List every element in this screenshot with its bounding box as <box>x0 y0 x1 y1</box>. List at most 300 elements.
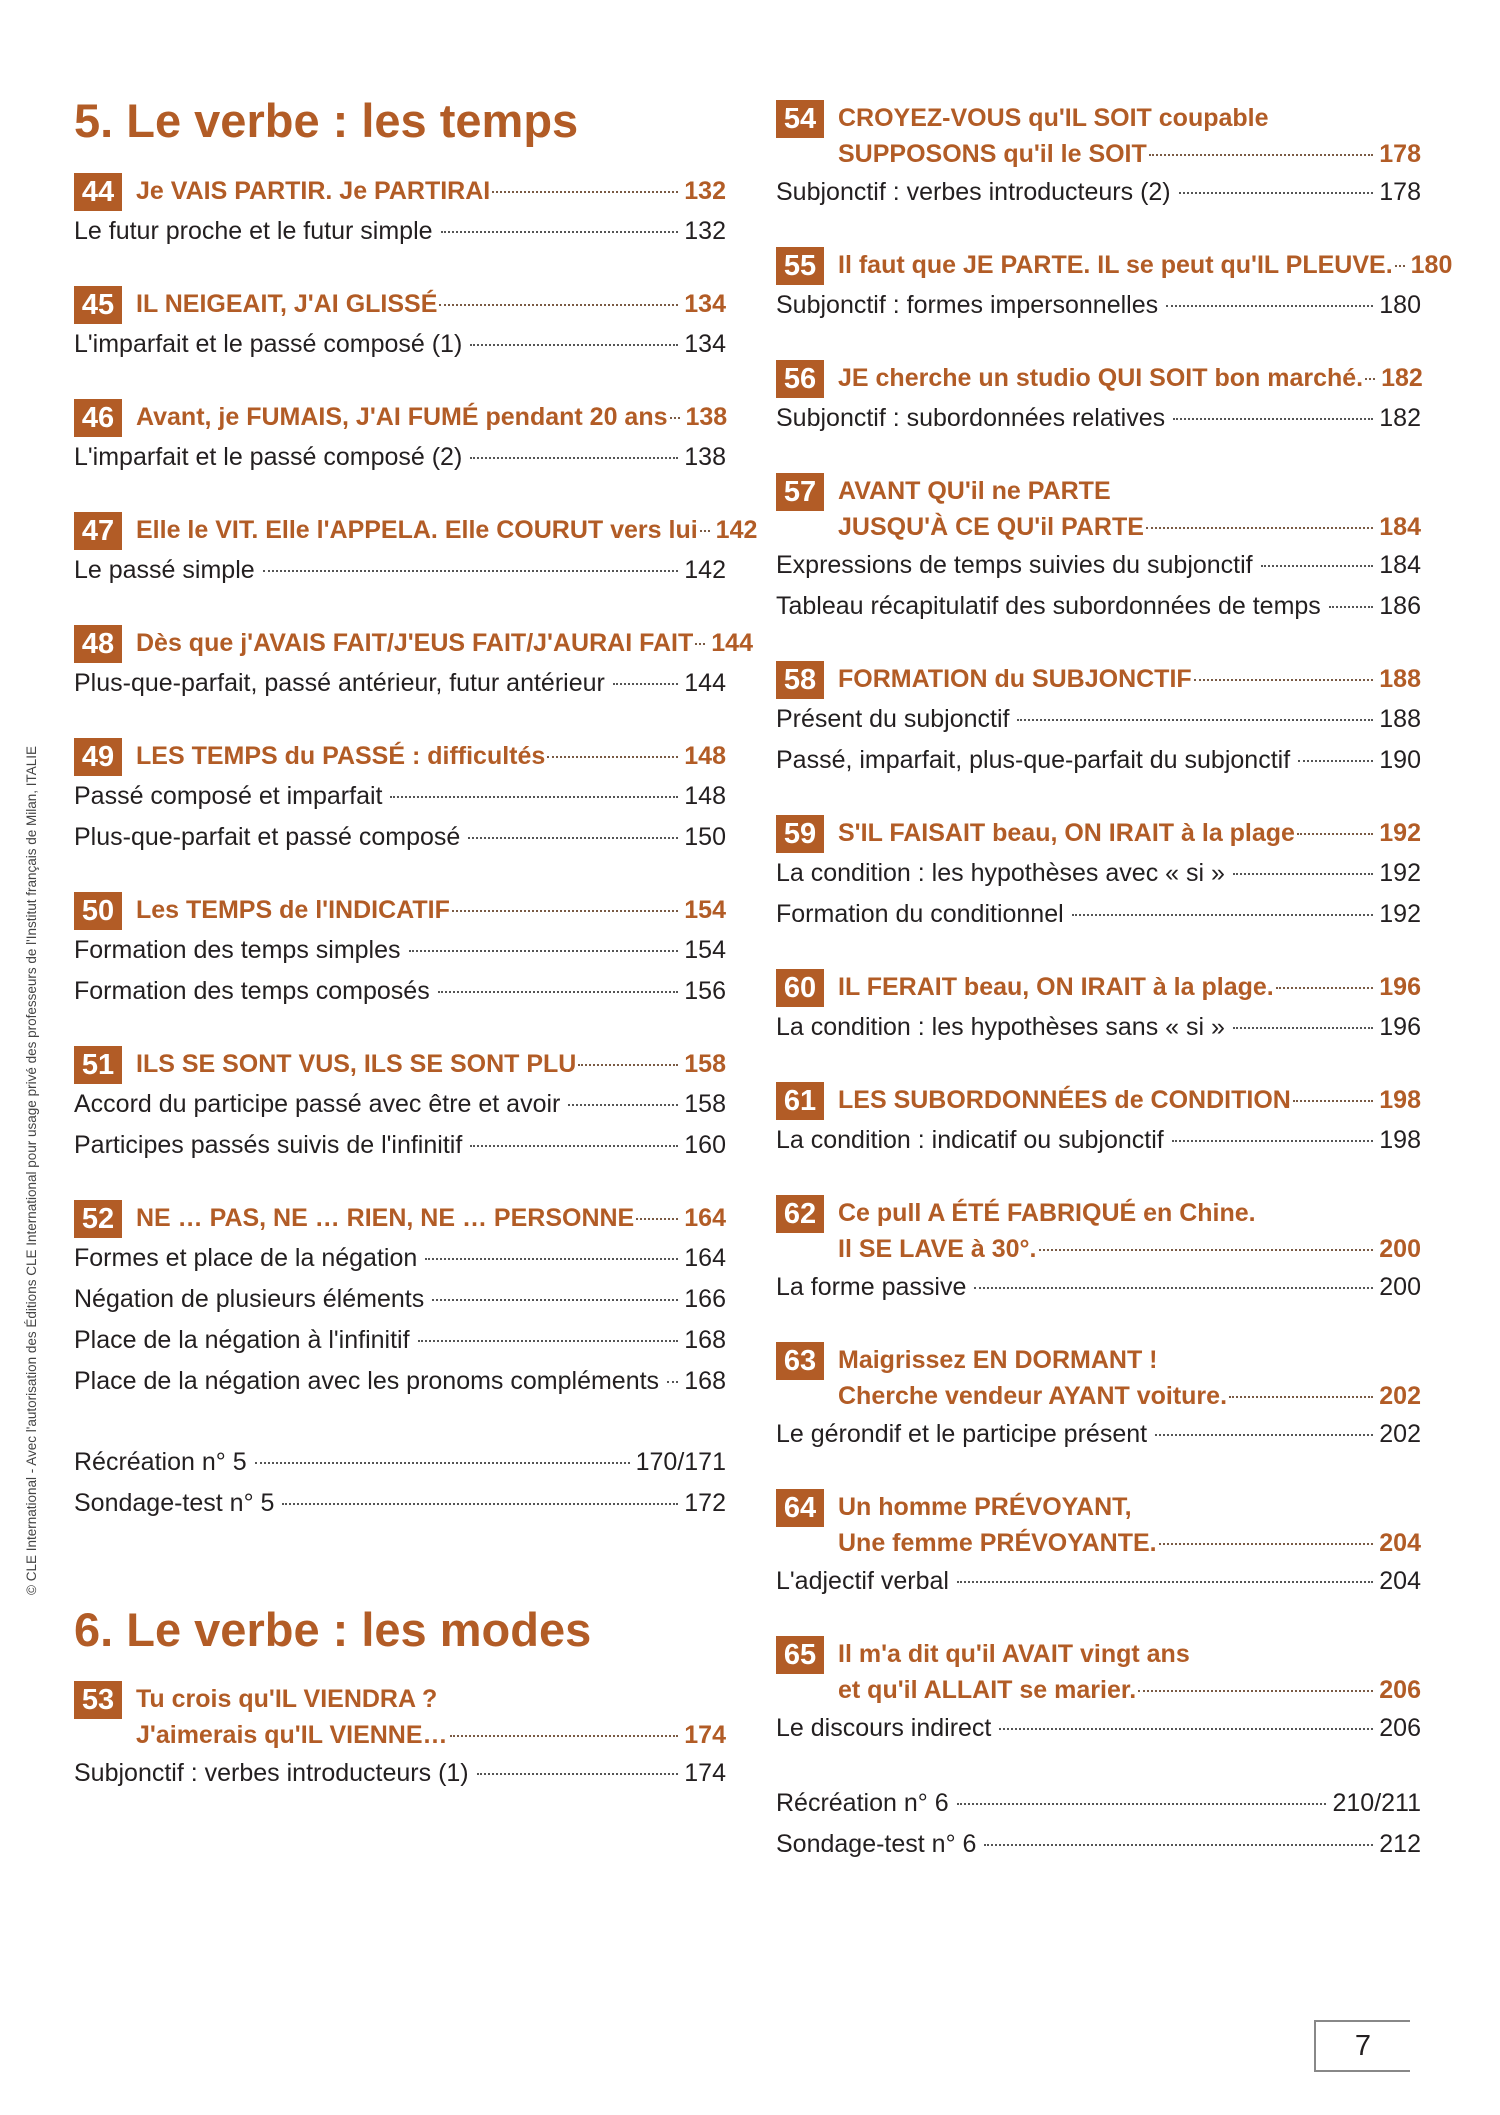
dot-leader <box>1172 1140 1374 1142</box>
dot-leader <box>578 1064 678 1066</box>
toc-unit <box>776 1636 1421 1749</box>
toc-entry[interactable] <box>74 1442 726 1483</box>
dot-leader <box>1233 1027 1373 1029</box>
page-ref: 142 <box>715 515 758 544</box>
toc-unit <box>776 360 1421 439</box>
unit-title-text: Ce pull A ÉTÉ FABRIQUÉ en Chine. <box>838 1199 1256 1227</box>
page-ref: 144 <box>684 668 726 697</box>
unit-title-link[interactable] <box>136 399 726 435</box>
unit-title-text: FORMATION du SUBJONCTIF <box>838 665 1192 693</box>
dot-leader <box>439 304 678 306</box>
unit-title-link[interactable] <box>838 1195 1421 1231</box>
unit-title-lines <box>838 1082 1421 1118</box>
dot-leader <box>1365 378 1375 380</box>
page-ref: 198 <box>1379 1126 1421 1154</box>
unit-title-lines <box>136 892 726 928</box>
page-ref: 206 <box>1379 1676 1421 1704</box>
unit-heading <box>776 661 1421 699</box>
toc-entry[interactable] <box>776 699 1421 740</box>
unit-title-link[interactable] <box>838 1342 1421 1378</box>
dot-leader <box>255 1462 630 1464</box>
page-ref: 170/171 <box>635 1447 726 1476</box>
unit-title-text: LES TEMPS du PASSÉ : difficultés <box>136 741 546 770</box>
dot-leader <box>1149 154 1374 156</box>
unit-title-text: CROYEZ-VOUS qu'IL SOIT coupable <box>838 104 1269 132</box>
page-ref: 154 <box>684 935 726 964</box>
entry-text: L'adjectif verbal <box>776 1567 949 1595</box>
dot-leader <box>470 1145 678 1147</box>
page-ref: 210/211 <box>1332 1789 1421 1817</box>
unit-title-link[interactable] <box>838 509 1421 545</box>
page-ref: 164 <box>684 1203 726 1232</box>
toc-entry[interactable] <box>74 324 726 365</box>
unit-title-link[interactable] <box>838 1231 1421 1267</box>
unit-title-lines <box>136 1681 726 1753</box>
entry-text: Le futur proche et le futur simple <box>74 216 433 245</box>
dot-leader <box>263 570 679 572</box>
unit-title-link[interactable] <box>136 1046 726 1082</box>
toc-entry[interactable] <box>74 211 726 252</box>
unit-title-text: Maigrissez EN DORMANT ! <box>838 1346 1158 1374</box>
toc-entry[interactable] <box>74 1361 726 1402</box>
toc-unit <box>776 1195 1421 1308</box>
toc-entry[interactable] <box>74 930 726 971</box>
chapter-title: 5. Le verbe : les temps <box>74 94 579 147</box>
copyright-side-note: © CLE International - Avec l'autorisation des Éditions CLE International pour usage privé des professeurs de l'Institut français de Milan, ITALIE <box>24 745 39 1595</box>
toc-unit <box>776 247 1453 326</box>
unit-number-badge: 57 <box>776 473 824 511</box>
page-ref: 200 <box>1379 1273 1421 1301</box>
dot-leader <box>477 1773 679 1775</box>
toc-entry[interactable] <box>776 1414 1421 1455</box>
unit-title-text: Il m'a dit qu'il AVAIT vingt ans <box>838 1640 1190 1668</box>
toc-unit <box>776 661 1421 781</box>
unit-number-badge: 46 <box>74 399 122 437</box>
right-column <box>776 100 1453 1865</box>
entry-text: Tableau récapitulatif des subordonnées de temps <box>776 592 1321 620</box>
page-ref: 138 <box>684 442 726 471</box>
page-ref: 192 <box>1379 900 1421 928</box>
entry-text: Récréation n° 6 <box>776 1789 949 1817</box>
entry-text: Sondage-test n° 6 <box>776 1830 977 1858</box>
toc-unit <box>776 815 1421 935</box>
dot-leader <box>492 191 678 193</box>
entry-text: Sondage-test n° 5 <box>74 1488 275 1517</box>
unit-title-text: Tu crois qu'IL VIENDRA ? <box>136 1685 438 1714</box>
dot-leader <box>1297 833 1373 835</box>
toc-entry[interactable] <box>776 586 1421 627</box>
dot-leader <box>1173 418 1373 420</box>
unit-heading <box>776 1195 1421 1267</box>
page-ref: 182 <box>1379 404 1421 432</box>
unit-title-link[interactable] <box>136 286 726 322</box>
unit-number-badge: 50 <box>74 892 122 930</box>
unit-title-link[interactable] <box>838 1489 1421 1525</box>
toc-unit <box>74 286 726 365</box>
unit-number-badge: 63 <box>776 1342 824 1380</box>
toc-entry[interactable] <box>776 1561 1421 1602</box>
entry-text: Présent du subjonctif <box>776 705 1010 733</box>
page-ref: 202 <box>1379 1382 1421 1410</box>
toc-unit <box>74 1046 726 1166</box>
page-ref: 182 <box>1381 364 1423 392</box>
entry-text: Passé, imparfait, plus-que-parfait du subjonctif <box>776 746 1291 774</box>
unit-title-text: Il SE LAVE à 30°. <box>838 1235 1037 1263</box>
unit-number-badge: 49 <box>74 738 122 776</box>
unit-title-lines <box>838 1489 1421 1561</box>
page-ref: 204 <box>1379 1567 1421 1595</box>
page-ref: 132 <box>684 216 726 245</box>
page-ref: 158 <box>684 1089 726 1118</box>
page-ref: 196 <box>1379 973 1421 1001</box>
unit-title-text: ILS SE SONT VUS, ILS SE SONT PLU <box>136 1049 577 1078</box>
toc-entry[interactable] <box>776 172 1421 213</box>
dot-leader <box>470 344 678 346</box>
toc-entry[interactable] <box>74 1238 726 1279</box>
unit-heading <box>776 247 1453 285</box>
page-ref: 156 <box>684 976 726 1005</box>
toc-entry[interactable] <box>776 1783 1421 1824</box>
unit-number-badge: 54 <box>776 100 824 138</box>
unit-title-link[interactable] <box>838 1672 1421 1708</box>
page-ref: 134 <box>684 289 726 318</box>
unit-heading <box>74 1681 726 1753</box>
unit-title-lines <box>136 1200 726 1236</box>
entry-text: La forme passive <box>776 1273 967 1301</box>
toc-entry[interactable] <box>74 1279 726 1320</box>
unit-title-lines <box>838 1636 1421 1708</box>
entry-text: Passé composé et imparfait <box>74 781 383 810</box>
unit-title-lines <box>136 512 758 548</box>
page-ref: 138 <box>685 402 728 431</box>
entry-text: Place de la négation à l'infinitif <box>74 1325 410 1354</box>
unit-title-text: Elle le VIT. Elle l'APPELA. Elle COURUT vers lui <box>136 515 698 544</box>
unit-title-link[interactable] <box>838 815 1421 851</box>
unit-title-link[interactable] <box>838 100 1421 136</box>
unit-number-badge: 52 <box>74 1200 122 1238</box>
toc-unit <box>74 1200 726 1402</box>
unit-number-badge: 45 <box>74 286 122 324</box>
unit-heading <box>776 969 1421 1007</box>
unit-heading <box>776 1489 1421 1561</box>
page-number: 7 <box>1314 2020 1410 2072</box>
dot-leader <box>1276 987 1374 989</box>
page-ref: 160 <box>684 1130 726 1159</box>
unit-number-badge: 56 <box>776 360 824 398</box>
unit-title-text: JUSQU'À CE QU'il PARTE <box>838 513 1144 541</box>
entry-text: L'imparfait et le passé composé (1) <box>74 329 463 358</box>
dot-leader <box>409 950 679 952</box>
page-ref: 204 <box>1379 1529 1421 1557</box>
unit-title-text: Cherche vendeur AYANT voiture. <box>838 1382 1228 1410</box>
entry-text: Subjonctif : verbes introducteurs (1) <box>74 1759 469 1788</box>
page-ref: 148 <box>684 741 726 770</box>
page-ref: 192 <box>1379 819 1421 847</box>
unit-heading <box>74 892 726 930</box>
dot-leader <box>1179 192 1374 194</box>
unit-title-lines <box>838 661 1421 697</box>
unit-title-link[interactable] <box>136 1200 726 1236</box>
toc-unit <box>74 1681 726 1794</box>
dot-leader <box>441 231 679 233</box>
dot-leader <box>999 1728 1373 1730</box>
unit-title-text: AVANT QU'il ne PARTE <box>838 477 1111 505</box>
unit-heading <box>74 1200 726 1238</box>
dot-leader <box>282 1503 678 1505</box>
page-ref: 196 <box>1379 1013 1421 1041</box>
unit-title-lines <box>838 360 1421 396</box>
unit-title-link[interactable] <box>136 625 753 661</box>
extras-list <box>776 1783 1421 1865</box>
unit-title-lines <box>838 247 1453 283</box>
page-ref: 188 <box>1379 665 1421 693</box>
page-ref: 180 <box>1410 251 1453 279</box>
dot-leader <box>547 756 678 758</box>
unit-title-text: SUPPOSONS qu'il le SOIT <box>838 140 1147 168</box>
unit-title-link[interactable] <box>838 473 1421 509</box>
dot-leader <box>1261 565 1374 567</box>
unit-title-link[interactable] <box>838 247 1453 283</box>
entry-text: Négation de plusieurs éléments <box>74 1284 425 1313</box>
dot-leader <box>1293 1100 1373 1102</box>
toc-unit <box>74 892 726 1012</box>
dot-leader <box>1298 760 1373 762</box>
toc-entry[interactable] <box>74 1084 726 1125</box>
toc-entry[interactable] <box>776 545 1421 586</box>
page-ref: 206 <box>1379 1714 1421 1742</box>
unit-title-link[interactable] <box>136 1681 726 1717</box>
unit-list <box>74 1681 726 1794</box>
entry-text: Le gérondif et le participe présent <box>776 1420 1148 1448</box>
unit-list <box>74 173 758 1402</box>
entry-text: Accord du participe passé avec être et avoir <box>74 1089 561 1118</box>
unit-number-badge: 47 <box>74 512 122 550</box>
unit-number-badge: 61 <box>776 1082 824 1120</box>
unit-title-lines <box>136 625 753 661</box>
unit-title-lines <box>136 738 726 774</box>
toc-entry[interactable] <box>776 1007 1421 1048</box>
toc-entry[interactable] <box>74 1483 726 1524</box>
dot-leader <box>1039 1249 1374 1251</box>
dot-leader <box>695 643 705 645</box>
toc-entry[interactable] <box>74 1753 726 1794</box>
unit-title-link[interactable] <box>838 969 1421 1005</box>
unit-title-link[interactable] <box>136 512 758 548</box>
unit-title-lines <box>838 815 1421 851</box>
dot-leader <box>667 1381 678 1383</box>
unit-title-link[interactable] <box>136 173 726 209</box>
unit-title-lines <box>838 1342 1421 1414</box>
unit-heading <box>74 286 726 324</box>
unit-title-link[interactable] <box>838 1525 1421 1561</box>
unit-heading <box>74 399 726 437</box>
unit-title-link[interactable] <box>838 136 1421 172</box>
entry-text: La condition : indicatif ou subjonctif <box>776 1126 1164 1154</box>
toc-entry[interactable] <box>776 1267 1421 1308</box>
page-ref: 154 <box>684 895 726 924</box>
entry-text: La condition : les hypothèses avec « si » <box>776 859 1225 887</box>
toc-entry[interactable] <box>74 971 726 1012</box>
entry-text: Subjonctif : subordonnées relatives <box>776 404 1166 432</box>
unit-title-link[interactable] <box>838 1636 1421 1672</box>
unit-title-link[interactable] <box>838 1082 1421 1118</box>
left-column <box>74 94 758 1828</box>
toc-unit <box>776 969 1421 1048</box>
unit-title-link[interactable] <box>838 661 1421 697</box>
unit-heading <box>776 815 1421 853</box>
unit-title-link[interactable] <box>136 892 726 928</box>
dot-leader <box>1146 527 1373 529</box>
unit-title-lines <box>838 969 1421 1005</box>
unit-heading <box>74 173 726 211</box>
page-ref: 164 <box>684 1243 726 1272</box>
unit-title-link[interactable] <box>838 360 1421 396</box>
toc-entry[interactable] <box>74 776 726 817</box>
page-ref: 174 <box>684 1759 726 1788</box>
unit-title-text: Une femme PRÉVOYANTE. <box>838 1529 1157 1557</box>
entry-text: Place de la négation avec les pronoms compléments <box>74 1366 660 1395</box>
toc-entry[interactable] <box>74 1320 726 1361</box>
dot-leader <box>613 683 678 685</box>
page-ref: 202 <box>1379 1420 1421 1448</box>
unit-title-text: Dès que j'AVAIS FAIT/J'EUS FAIT/J'AURAI FAIT <box>136 628 694 657</box>
page-ref: 200 <box>1379 1235 1421 1263</box>
unit-list <box>776 100 1453 1749</box>
page-ref: 142 <box>684 555 726 584</box>
unit-title-lines <box>838 1195 1421 1267</box>
toc-entry[interactable] <box>74 663 726 704</box>
page-ref: 178 <box>1379 178 1421 206</box>
dot-leader <box>418 1340 679 1342</box>
unit-number-badge: 65 <box>776 1636 824 1674</box>
unit-title-lines <box>838 473 1421 545</box>
unit-number-badge: 58 <box>776 661 824 699</box>
dot-leader <box>450 1735 679 1737</box>
unit-title-link[interactable] <box>838 1378 1421 1414</box>
dot-leader <box>636 1218 678 1220</box>
dot-leader <box>1329 606 1373 608</box>
unit-title-text: S'IL FAISAIT beau, ON IRAIT à la plage <box>838 819 1295 847</box>
entry-text: Récréation n° 5 <box>74 1447 247 1476</box>
page-ref: 132 <box>684 176 726 205</box>
unit-heading <box>74 625 753 663</box>
page-ref: 192 <box>1379 859 1421 887</box>
unit-title-lines <box>136 1046 726 1082</box>
unit-title-lines <box>136 286 726 322</box>
toc-unit <box>74 512 758 591</box>
entry-text: Le passé simple <box>74 555 255 584</box>
unit-number-badge: 59 <box>776 815 824 853</box>
toc-entry[interactable] <box>776 285 1421 326</box>
dot-leader <box>700 530 710 532</box>
entry-text: Formation des temps composés <box>74 976 430 1005</box>
unit-title-text: Un homme PRÉVOYANT, <box>838 1493 1132 1521</box>
dot-leader <box>432 1299 678 1301</box>
dot-leader <box>470 457 678 459</box>
page-ref: 134 <box>684 329 726 358</box>
entry-text: Le discours indirect <box>776 1714 992 1742</box>
page-ref: 212 <box>1379 1830 1421 1858</box>
unit-title-link[interactable] <box>136 738 726 774</box>
page-ref: 158 <box>684 1049 726 1078</box>
page-ref: 184 <box>1379 513 1421 541</box>
page-ref: 198 <box>1379 1086 1421 1114</box>
toc-unit <box>776 100 1421 213</box>
unit-title-text: Les TEMPS de l'INDICATIF <box>136 895 450 924</box>
unit-heading <box>74 1046 726 1084</box>
page-ref: 166 <box>684 1284 726 1313</box>
unit-heading <box>776 473 1421 545</box>
unit-number-badge: 48 <box>74 625 122 663</box>
entry-text: Participes passés suivis de l'infinitif <box>74 1130 463 1159</box>
entry-text: La condition : les hypothèses sans « si » <box>776 1013 1225 1041</box>
page-ref: 174 <box>684 1721 726 1750</box>
unit-heading <box>776 1342 1421 1414</box>
dot-leader <box>390 796 678 798</box>
entry-text: Plus-que-parfait, passé antérieur, futur antérieur <box>74 668 605 697</box>
toc-entry[interactable] <box>776 740 1421 781</box>
page-ref: 144 <box>711 628 753 657</box>
toc-entry[interactable] <box>776 894 1421 935</box>
unit-number-badge: 60 <box>776 969 824 1007</box>
entry-text: Formation des temps simples <box>74 935 401 964</box>
entry-text: Expressions de temps suivies du subjonctif <box>776 551 1253 579</box>
unit-title-text: LES SUBORDONNÉES de CONDITION <box>838 1086 1291 1114</box>
unit-title-text: Je VAIS PARTIR. Je PARTIRAI <box>136 176 491 205</box>
toc-entry[interactable] <box>776 1708 1421 1749</box>
toc-entry[interactable] <box>74 550 726 591</box>
unit-number-badge: 62 <box>776 1195 824 1233</box>
unit-heading <box>776 360 1421 398</box>
page-ref: 150 <box>684 822 726 851</box>
toc-entry[interactable] <box>74 1125 726 1166</box>
page-ref: 172 <box>684 1488 726 1517</box>
toc-entry[interactable] <box>776 1824 1421 1865</box>
unit-number-badge: 64 <box>776 1489 824 1527</box>
entry-text: Subjonctif : formes impersonnelles <box>776 291 1159 319</box>
unit-heading <box>74 512 758 550</box>
unit-title-text: Il faut que JE PARTE. IL se peut qu'IL PLEUVE. <box>838 251 1393 279</box>
toc-entry[interactable] <box>776 853 1421 894</box>
dot-leader <box>468 837 678 839</box>
dot-leader <box>957 1803 1327 1805</box>
dot-leader <box>568 1104 678 1106</box>
unit-title-text: IL NEIGEAIT, J'AI GLISSÉ <box>136 289 438 318</box>
unit-number-badge: 44 <box>74 173 122 211</box>
dot-leader <box>974 1287 1373 1289</box>
toc-entry[interactable] <box>74 817 726 858</box>
toc-entry[interactable] <box>776 1120 1421 1161</box>
entry-text: Subjonctif : verbes introducteurs (2) <box>776 178 1171 206</box>
toc-entry[interactable] <box>74 437 726 478</box>
dot-leader <box>1159 1543 1374 1545</box>
unit-title-text: et qu'il ALLAIT se marier. <box>838 1676 1137 1704</box>
unit-title-text: IL FERAIT beau, ON IRAIT à la plage. <box>838 973 1274 1001</box>
dot-leader <box>1155 1434 1373 1436</box>
page-ref: 168 <box>684 1366 726 1395</box>
page-ref: 168 <box>684 1325 726 1354</box>
toc-entry[interactable] <box>776 398 1421 439</box>
unit-heading <box>776 1082 1421 1120</box>
toc-unit <box>74 399 726 478</box>
page-ref: 190 <box>1379 746 1421 774</box>
extras-list <box>74 1442 726 1524</box>
unit-title-link[interactable] <box>136 1717 726 1753</box>
unit-heading <box>776 100 1421 172</box>
dot-leader <box>1194 679 1374 681</box>
dot-leader <box>670 417 680 419</box>
dot-leader <box>1017 719 1373 721</box>
